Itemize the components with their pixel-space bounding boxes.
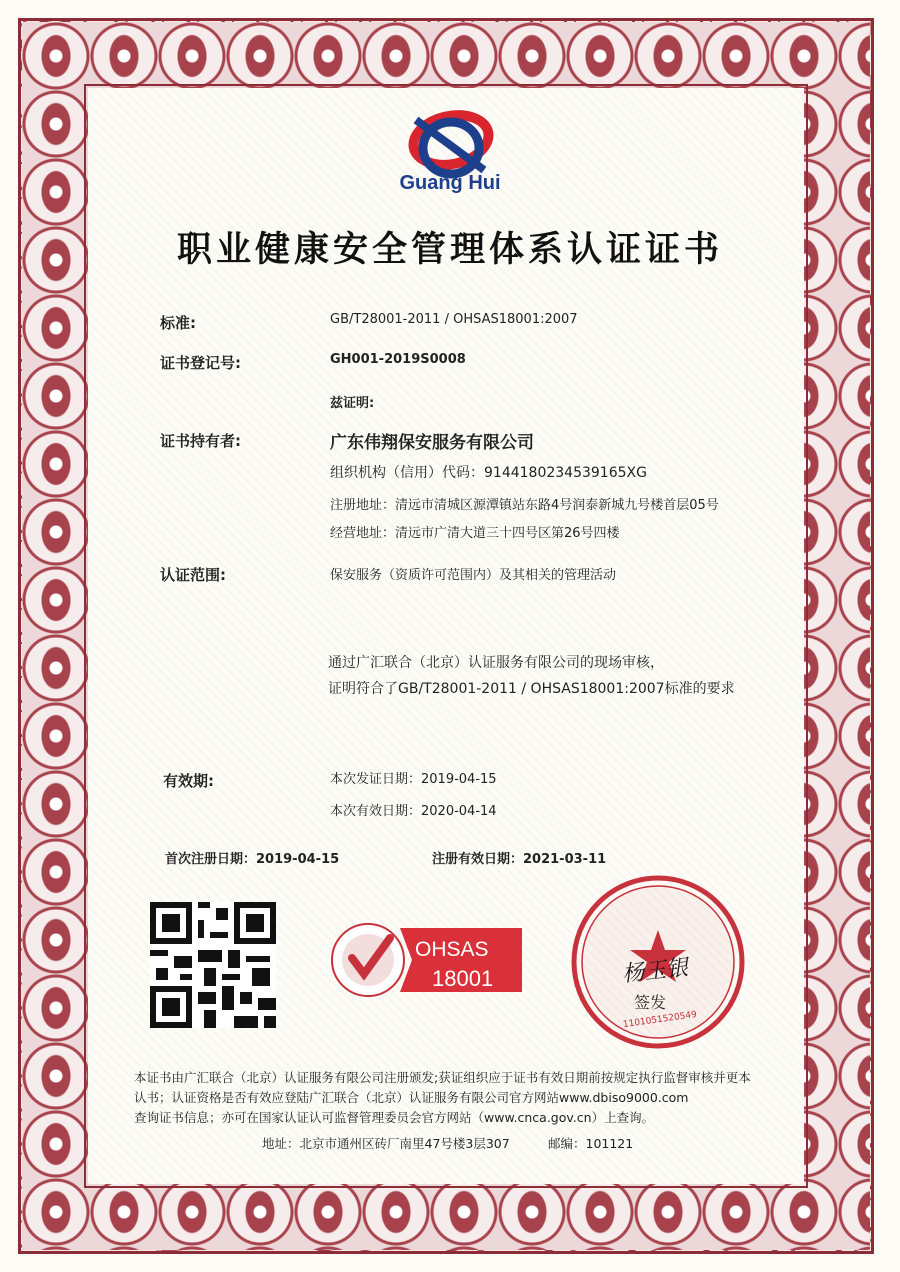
certificate-notes — [134, 1068, 774, 1128]
qr-code-icon — [150, 902, 276, 1028]
issue-date: 本次发证日期：2019-04-15 — [330, 772, 497, 787]
org-code: 组织机构（信用）代码：9144180234539165XG — [330, 465, 647, 481]
note-line3: 查询证书信息；亦可在国家认证认可监督管理委员会官方网站（www.cnca.gov.cn）上查询。 — [134, 1110, 655, 1125]
standard-label: 标准: — [160, 314, 196, 332]
seal-number: 1101051520549 — [622, 1009, 698, 1031]
footer-postcode: 邮编：101121 — [548, 1136, 634, 1151]
note-line1: 本证书由广汇联合（北京）认证服务有限公司注册颁发;获证组织应于证书有效日期前按规定执行监督审核并更本 — [134, 1070, 751, 1085]
ohsas-badge-line2: 18001 — [432, 966, 494, 991]
scope-value: 保安服务（资质许可范围内）及其相关的管理活动 — [330, 568, 617, 583]
standard-value: GB/T28001-2011 / OHSAS18001:2007 — [330, 312, 578, 327]
operating-address: 经营地址：清远市广清大道三十四号区第26号四楼 — [330, 526, 620, 541]
cert-no-label: 证书登记号: — [160, 354, 241, 372]
registration-valid-date: 注册有效日期：2021-03-11 — [432, 852, 607, 867]
seal-issue-text: 签发 — [634, 993, 667, 1012]
registered-address: 注册地址：清远市清城区源潭镇站东路4号润泰新城九号楼首层05号 — [330, 498, 719, 513]
signature: 杨玉银 — [621, 955, 690, 988]
expire-date: 本次有效日期：2020-04-14 — [330, 804, 497, 819]
ohsas-badge-line1: OHSAS — [415, 938, 489, 961]
holder-label: 证书持有者: — [160, 432, 241, 450]
validity-label: 有效期: — [163, 772, 214, 790]
first-registration-date: 首次注册日期：2019-04-15 — [165, 852, 340, 867]
certificate-title: 职业健康安全管理体系认证证书 — [176, 230, 723, 270]
statement-line2: 证明符合了GB/T28001-2011 / OHSAS18001:2007标准的要求 — [328, 681, 735, 697]
logo-brand-text: Guang Hui — [399, 172, 501, 194]
note-line2: 认书；认证资格是否有效应登陆广汇联合（北京）认证服务有限公司官方网站www.dbiso9000.com — [134, 1090, 689, 1105]
footer-address: 地址：北京市通州区砖厂南里47号楼3层307 — [262, 1136, 510, 1151]
holder-name: 广东伟翔保安服务有限公司 — [330, 433, 534, 453]
cert-no-value: GH001-2019S0008 — [330, 352, 466, 367]
scope-label: 认证范围: — [160, 566, 226, 584]
certify-label: 兹证明: — [330, 396, 375, 411]
statement-line1: 通过广汇联合（北京）认证服务有限公司的现场审核， — [328, 655, 664, 671]
